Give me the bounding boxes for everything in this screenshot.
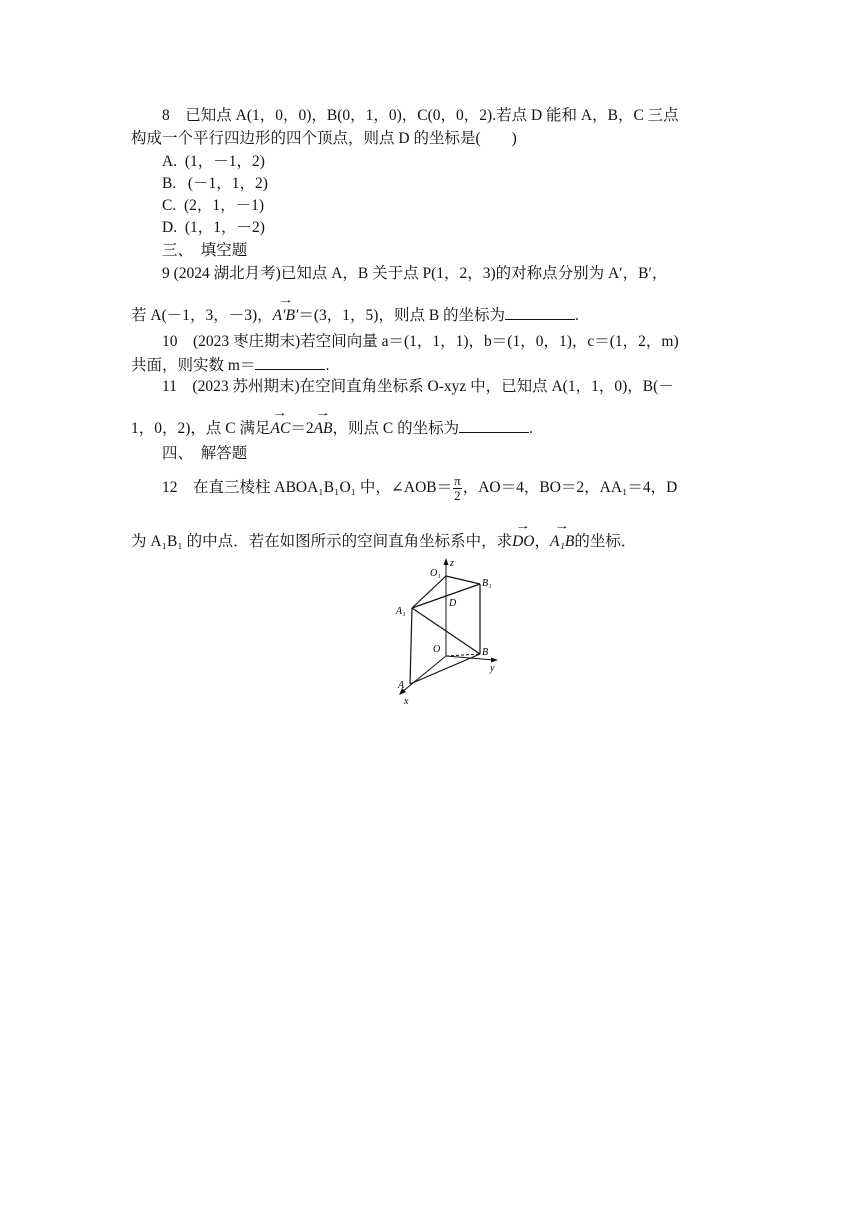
vector-a1b: → A₁B <box>550 526 574 552</box>
fraction-pi-over-2 <box>453 474 462 503</box>
period: . <box>529 420 533 437</box>
label-z: z <box>450 558 454 569</box>
q12-line1 <box>162 474 677 503</box>
q10-line1: 10 (2023 枣庄期末)若空间向量 a＝(1，1，1)，b＝(1，0，1)，c＝(1，2，m) <box>162 333 679 350</box>
section-heading-solution: 四、 解答题 <box>162 445 248 462</box>
edge-a1-o1 <box>412 576 446 608</box>
q8-option-c <box>162 196 264 216</box>
option-text: (2，1，－1) <box>183 197 265 214</box>
q9-line1: 9 (2024 湖北月考)已知点 A，B 关于点 P(1，2，3)的对称点分别为 A′，B′， <box>162 265 668 282</box>
q8-option-b <box>162 174 268 194</box>
y-axis-arrow <box>491 658 498 663</box>
edge-a-b <box>410 654 480 684</box>
q8-option-d <box>162 218 265 238</box>
z-axis-arrow <box>444 558 449 565</box>
vector-ab: → AB <box>314 413 333 439</box>
q10-line2 <box>131 355 329 376</box>
option-label: A. <box>162 153 178 170</box>
vector-a-prime-b-prime: → A′B′ <box>273 300 299 326</box>
q8-stem-line1: 8 已知点 A(1，0，0)，B(0，1，0)，C(0，0，2).若点 D 能和 A，B，C 三点 <box>162 107 679 124</box>
q12-line2 <box>131 526 636 552</box>
option-text: (－1，1，2) <box>183 175 268 192</box>
answer-blank[interactable] <box>255 355 325 370</box>
q11-line2-start: 1，0，2)，点 C 满足 <box>131 420 271 437</box>
x-axis <box>402 656 446 692</box>
q11-line1: 11 (2023 苏州期末)在空间直角坐标系 O-xyz 中，已知点 A(1，1，0)，B(－ <box>162 378 674 395</box>
answer-blank[interactable] <box>505 305 575 320</box>
label-o1: O₁ <box>430 568 441 579</box>
edge-a-a1 <box>410 608 412 684</box>
label-y: y <box>490 663 495 674</box>
option-label: C. <box>162 197 177 214</box>
option-label: D. <box>162 219 178 236</box>
q9-line2 <box>131 300 579 326</box>
vector-do: → DO <box>512 526 534 552</box>
prism-figure <box>390 556 510 712</box>
q11-equals: ＝2 <box>290 420 314 437</box>
q9-line2-start: 若 A(－1，3，－3)， <box>131 307 273 324</box>
label-d: D <box>449 598 457 609</box>
label-b1: B₁ <box>482 578 492 589</box>
label-a1: A₁ <box>396 606 406 617</box>
period: . <box>575 307 579 324</box>
edge-o1-b1 <box>446 576 480 584</box>
q12-line2-end: 的坐标． <box>574 533 637 550</box>
q11-line2 <box>131 413 533 439</box>
option-text: (1，1，－2) <box>184 219 265 236</box>
label-o: O <box>433 644 441 655</box>
q12-line1-start: 12 在直三棱柱 ABOA₁B₁O₁ 中，∠AOB＝ <box>162 479 453 497</box>
label-a: A <box>398 680 405 691</box>
q8-stem-line2: 构成一个平行四边形的四个顶点，则点 D 的坐标是( ) <box>131 130 517 147</box>
answer-blank[interactable] <box>459 418 529 433</box>
q10-line2-text: 共面，则实数 m＝ <box>131 357 256 374</box>
label-x: x <box>404 696 409 707</box>
label-b: B <box>482 647 489 658</box>
separator: ， <box>534 533 550 550</box>
option-label: B. <box>162 175 177 192</box>
q11-line2-end: ，则点 C 的坐标为 <box>332 420 460 437</box>
period: . <box>325 357 330 374</box>
fraction-denominator: 2 <box>454 488 461 503</box>
q8-option-a <box>162 152 265 172</box>
q12-line1-end: ，AO＝4，BO＝2，AA₁＝4，D <box>462 479 678 497</box>
section-heading-fill-in: 三、 填空题 <box>162 242 248 259</box>
option-text: (1，－1，2) <box>184 153 265 170</box>
q12-line2-start: 为 A₁B₁ 的中点．若在如图所示的空间直角坐标系中，求 <box>131 533 513 550</box>
vector-ac: → AC <box>271 413 291 439</box>
fraction-numerator: π <box>454 473 461 488</box>
q9-line2-end: ＝(3，1，5)，则点 B 的坐标为 <box>298 307 506 324</box>
